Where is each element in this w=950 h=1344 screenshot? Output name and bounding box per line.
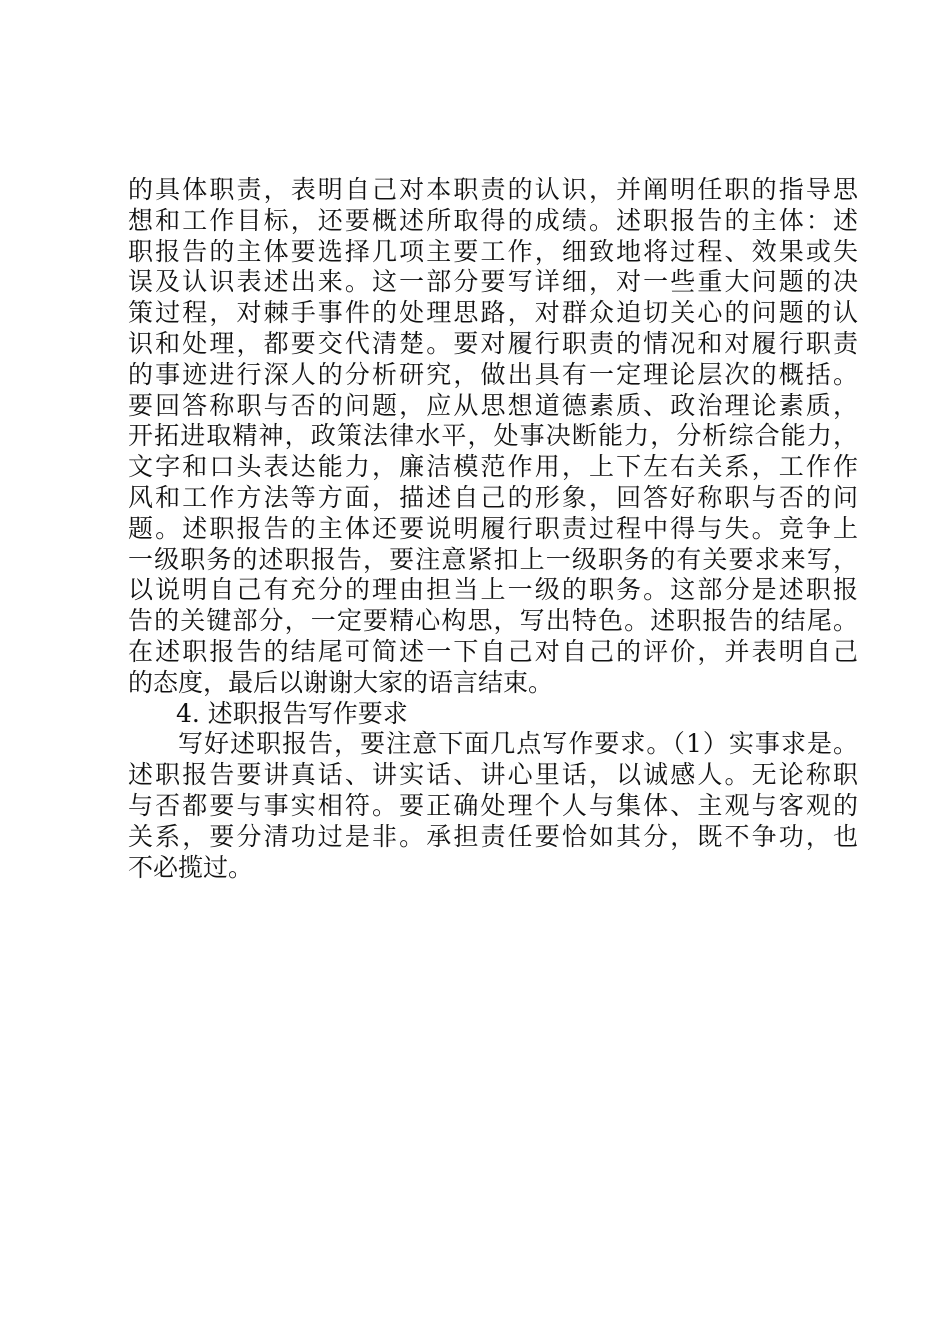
- body-line: 想和工作目标，还要概述所取得的成绩。述职报告的主体：述: [128, 205, 858, 235]
- body-line: 在述职报告的结尾可简述一下自己对自己的评价，并表明自己: [128, 636, 858, 666]
- body-line: 误及认识表述出来。这一部分要写详细，对一些重大问题的决: [128, 267, 858, 297]
- body-line: 与否都要与事实相符。要正确处理个人与集体、主观与客观的: [128, 790, 858, 820]
- body-line: 识和处理，都要交代清楚。要对履行职责的情况和对履行职责: [128, 328, 858, 358]
- body-line: 的态度，最后以谢谢大家的语言结束。: [128, 667, 554, 697]
- body-line: 职报告的主体要选择几项主要工作，细致地将过程、效果或失: [128, 236, 858, 266]
- body-line: 一级职务的述职报告，要注意紧扣上一级职务的有关要求来写，: [128, 544, 858, 574]
- body-line: 述职报告要讲真话、讲实话、讲心里话，以诚感人。无论称职: [128, 760, 858, 790]
- body-line: 的事迹进行深人的分析研究，做出具有一定理论层次的概括。: [128, 359, 858, 389]
- body-line: 的具体职责，表明自己对本职责的认识，并阐明任职的指导思: [128, 175, 858, 204]
- body-line: 风和工作方法等方面，描述自己的形象，回答好称职与否的问: [128, 482, 858, 512]
- body-line: 关系，要分清功过是非。承担责任要恰如其分，既不争功，也: [128, 821, 858, 851]
- body-line: 不必揽过。: [128, 852, 254, 882]
- body-line: 策过程，对棘手事件的处理思路，对群众迫切关心的问题的认: [128, 298, 858, 328]
- body-line: 要回答称职与否的问题，应从思想道德素质、政治理论素质，: [128, 390, 858, 420]
- body-line: 告的关键部分，一定要精心构思，写出特色。述职报告的结尾。: [128, 606, 858, 636]
- body-line: 题。述职报告的主体还要说明履行职责过程中得与失。竞争上: [128, 513, 858, 543]
- body-line: 以说明自己有充分的理由担当上一级的职务。这部分是述职报: [128, 575, 858, 605]
- body-line: 写好述职报告，要注意下面几点写作要求。（1）实事求是。: [178, 729, 858, 759]
- body-line: 开拓进取精神，政策法律水平，处事决断能力，分析综合能力，: [128, 421, 858, 451]
- document-body: [128, 175, 858, 883]
- section-heading: 4. 述职报告写作要求: [176, 698, 408, 728]
- body-line: 文字和口头表达能力，廉洁模范作用，上下左右关系，工作作: [128, 452, 858, 482]
